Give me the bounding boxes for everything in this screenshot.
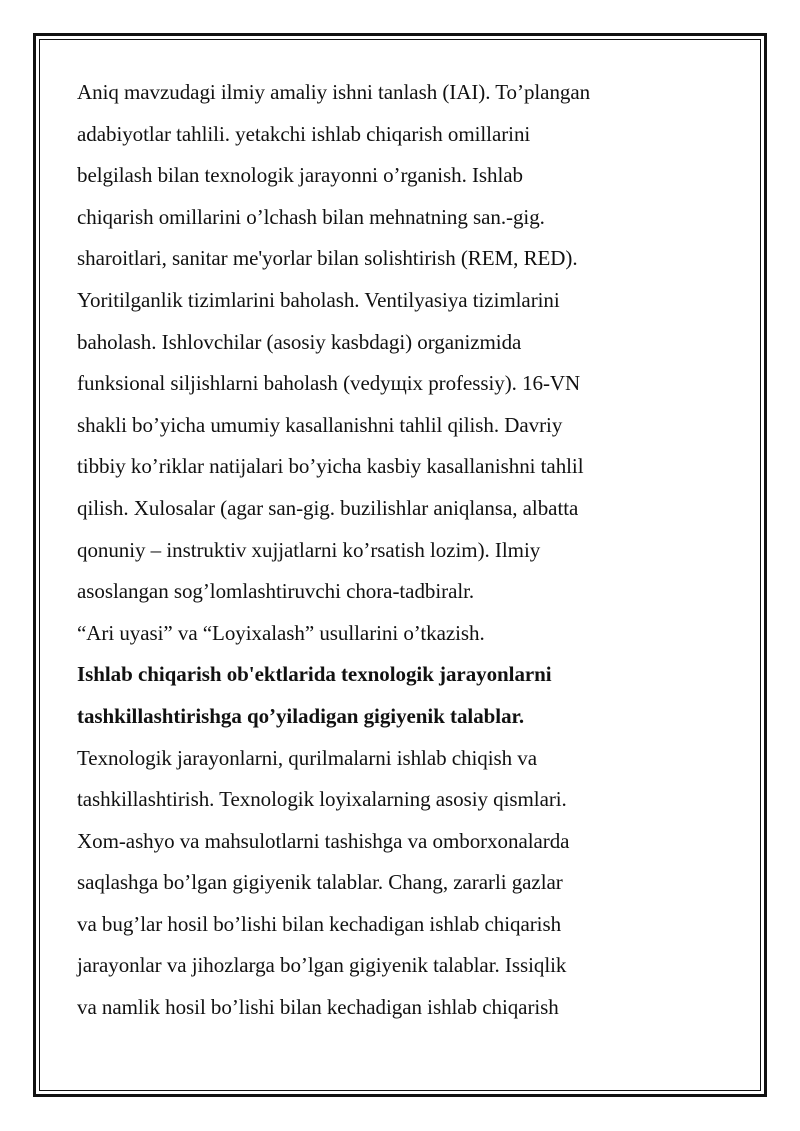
paragraph-line: adabiyotlar tahlili. yetakchi ishlab chiqarish omillarini [77, 121, 531, 146]
paragraph-line: funksional siljishlarni baholash (vedущix professiy). 16-VN [77, 371, 581, 396]
paragraph-line: Yoritilganlik tizimlarini baholash. Ventilyasiya tizimlarini [77, 287, 560, 312]
paragraph-line: saqlashga bo’lgan gigiyenik talablar. Chang, zararli gazlar [77, 870, 563, 895]
paragraph-line: chiqarish omillarini o’lchash bilan mehnatning san.-gig. [77, 204, 545, 229]
paragraph-line: shakli bo’yicha umumiy kasallanishni tahlil qilish. Davriy [77, 412, 563, 437]
section-heading-line: Ishlab chiqarish ob'ektlarida texnologik jarayonlarni [77, 662, 552, 687]
paragraph-line: tashkillashtirish. Texnologik loyixalarning asosiy qismlari. [77, 787, 567, 812]
paragraph-line: baholash. Ishlovchilar (asosiy kasbdagi) organizmida [77, 329, 522, 354]
paragraph-line: qonuniy – instruktiv xujjatlarni ko’rsatish lozim). Ilmiy [77, 537, 541, 562]
paragraph-line: tibbiy ko’riklar natijalari bo’yicha kasbiy kasallanishni tahlil [77, 454, 584, 479]
paragraph-line: sharoitlari, sanitar me'yorlar bilan solishtirish (REM, RED). [77, 246, 578, 271]
paragraph-line: Aniq mavzudagi ilmiy amaliy ishni tanlash (IAI). To’plangan [77, 80, 591, 104]
document-body [77, 72, 687, 1029]
paragraph-line: va namlik hosil bo’lishi bilan kechadigan ishlab chiqarish [77, 995, 559, 1020]
paragraph-line: jarayonlar va jihozlarga bo’lgan gigiyenik talablar. Issiqlik [77, 953, 567, 978]
section-heading-line: tashkillashtirishga qo’yiladigan gigiyenik talablar. [77, 703, 525, 728]
paragraph-line: Texnologik jarayonlarni, qurilmalarni ishlab chiqish va [77, 745, 537, 770]
paragraph-line: Xom-ashyo va mahsulotlarni tashishga va omborxonalarda [77, 828, 570, 853]
paragraph-line: va bug’lar hosil bo’lishi bilan kechadigan ishlab chiqarish [77, 911, 562, 936]
paragraph-line: “Ari uyasi” va “Loyixalash” usullarini o’tkazish. [77, 620, 485, 645]
paragraph-line: qilish. Xulosalar (agar san-gig. buzilishlar aniqlansa, albatta [77, 495, 579, 520]
paragraph-line: asoslangan sog’lomlashtiruvchi chora-tadbiralr. [77, 579, 475, 604]
paragraph-line: belgilash bilan texnologik jarayonni o’rganish. Ishlab [77, 163, 523, 188]
